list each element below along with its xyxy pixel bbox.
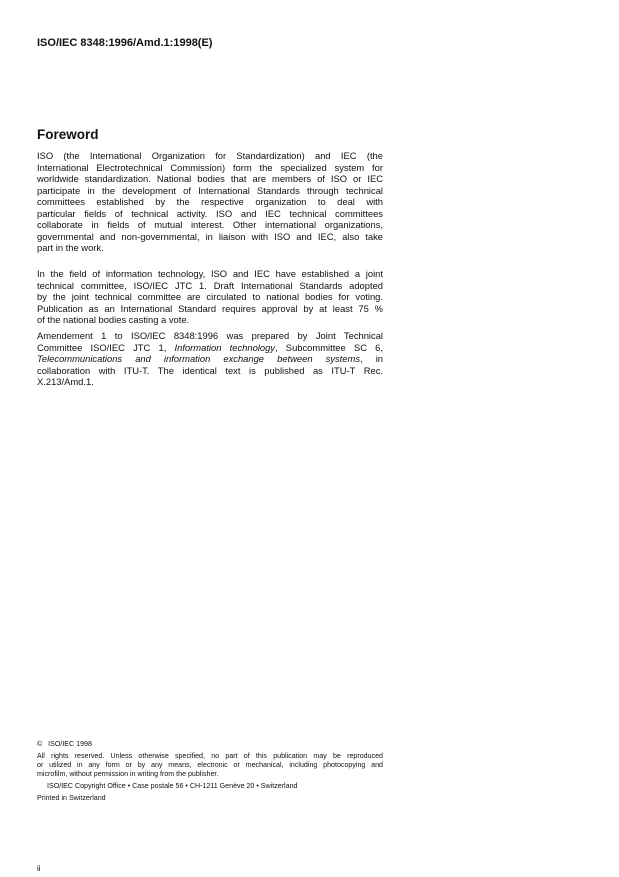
text-line: worldwide standardization. National bodies that are members of ISO or IEC	[37, 173, 383, 184]
text-line: committees established by the respective organization to deal with	[37, 196, 383, 207]
text-line: collaborate in fields of mutual interest. Other international organizations,	[37, 219, 383, 230]
foreword-paragraph-3	[37, 330, 383, 388]
text-line: by the joint technical committee are circulated to national bodies for voting.	[37, 291, 383, 302]
text-line: Publication as an International Standard requires approval by at least 75 %	[37, 302, 383, 314]
text-line: participate in the development of International Standards through technical	[37, 184, 383, 196]
text-line: In the field of information technology, ISO and IEC have established a joint	[37, 268, 383, 279]
text-segment: Committee ISO/IEC JTC 1,	[37, 341, 175, 353]
text-line: ISO (the International Organization for Standardization) and IEC (the	[37, 150, 383, 161]
document-header: ISO/IEC 8348:1996/Amd.1:1998(E)	[37, 37, 213, 49]
page-number: ii	[37, 864, 41, 873]
rights-line: All rights reserved. Unless otherwise specified, no part of this publication may be reproduced	[37, 752, 383, 760]
text-segment: , in	[360, 353, 383, 364]
text-line: Amendement 1 to ISO/IEC 8348:1996 was prepared by Joint Technical	[37, 330, 383, 341]
foreword-paragraph-1	[37, 150, 383, 254]
text-line: part in the work.	[37, 242, 104, 253]
text-line: of the national bodies casting a vote.	[37, 314, 190, 325]
foreword-paragraph-2	[37, 268, 383, 326]
text-line	[37, 353, 383, 365]
text-line: X.213/Amd.1.	[37, 376, 94, 387]
rights-line: microfilm, without permission in writing from the publisher.	[37, 770, 219, 778]
text-line: International Electrotechnical Commission) form the specialized system for	[37, 161, 383, 173]
text-line: collaboration with ITU-T. The identical text is published as ITU-T Rec.	[37, 364, 383, 376]
text-segment: , Subcommittee SC 6,	[275, 341, 383, 353]
italic-title: Information technology	[174, 341, 275, 353]
copyright-footer	[37, 740, 383, 803]
text-line: technical committee, ISO/IEC JTC 1. Draft International Standards adopted	[37, 279, 383, 291]
copyright-notice: © ISO/IEC 1998	[37, 740, 92, 748]
rights-line: or utilized in any form or by any means, electronic or mechanical, including photocopying and	[37, 761, 383, 769]
copyright-office: ISO/IEC Copyright Office • Case postale 56 • CH-1211 Genève 20 • Switzerland	[47, 782, 298, 790]
italic-title: Telecommunications and information exchange between systems	[37, 353, 361, 364]
text-line	[37, 342, 383, 354]
text-line: governmental and non-governmental, in liaison with ISO and IEC, also take	[37, 230, 383, 242]
section-title: Foreword	[37, 127, 99, 142]
printed-in: Printed in Switzerland	[37, 794, 106, 802]
text-line: particular fields of technical activity. ISO and IEC technical committees	[37, 207, 383, 219]
